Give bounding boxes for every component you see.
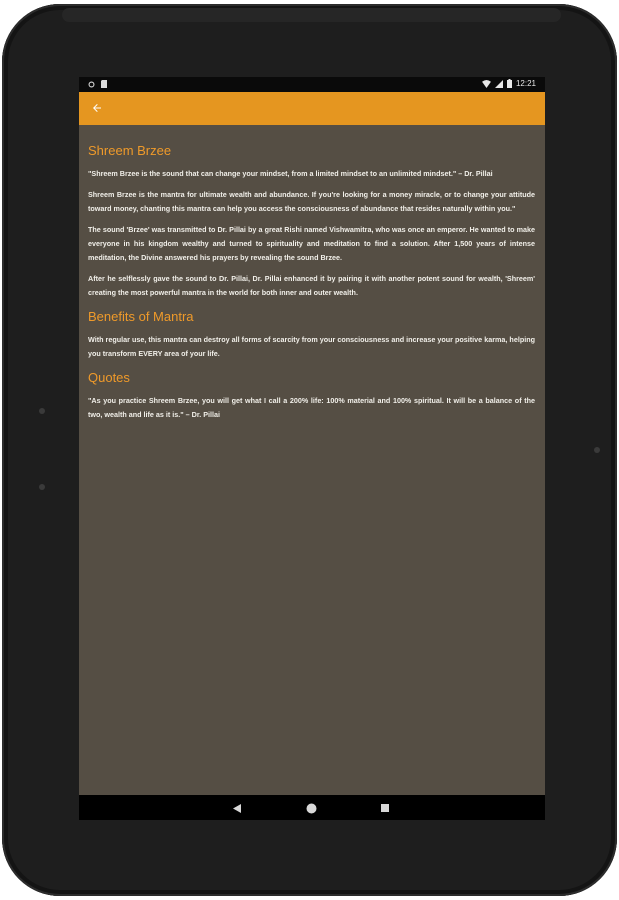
status-bar (79, 77, 545, 92)
sd-card-icon (101, 80, 107, 88)
status-time: 12:21 (515, 79, 536, 88)
section-title-benefits: Benefits of Mantra (88, 309, 194, 324)
battery-icon (507, 79, 512, 88)
back-button[interactable] (87, 98, 107, 118)
paragraph: "Shreem Brzee is the sound that can change your mindset, from a limited mindset to an unlimited mindset." – Dr. Pillai (88, 169, 493, 178)
article-content (79, 125, 545, 795)
side-sensor-lower (39, 484, 45, 490)
app-screen (79, 77, 545, 820)
nav-recents-icon (381, 804, 389, 812)
nav-back-icon (233, 804, 241, 813)
side-sensor-upper (39, 408, 45, 414)
paragraph: After he selflessly gave the sound to Dr. Pillai, Dr. Pillai enhanced it by pairing it with another potent sound for wealth, 'Shreem' creating the most powerful mantra in the world for both inner and outer wealth. (88, 274, 535, 297)
nav-back-button[interactable] (230, 801, 244, 815)
paragraph: With regular use, this mantra can destroy all forms of scarcity from your consciousness and increase your positive karma, helping you transform EVERY area of your life. (88, 335, 535, 358)
status-left-icons (88, 80, 107, 88)
paragraph: "As you practice Shreem Brzee, you will get what I call a 200% life: 100% material and 100% spiritual. It will be a balance of the two, wealth and life as it is." – Dr. Pillai (88, 396, 535, 419)
nav-home-button[interactable] (304, 801, 318, 815)
section-title-quotes: Quotes (88, 370, 130, 385)
paragraph: The sound 'Brzee' was transmitted to Dr. Pillai by a great Rishi named Vishwamitra, who was once an emperor. He wanted to make everyone in his kingdom wealthy and turned to spirituality and meditation to find a solution. After 1,500 years of intense meditation, the Divine answered his prayers by revealing the sound Brzee. (88, 225, 535, 262)
nav-home-icon (306, 803, 317, 814)
system-nav-bar (79, 795, 545, 820)
signal-icon (495, 80, 503, 88)
status-right-icons (482, 79, 536, 88)
tablet-top-edge (62, 8, 561, 22)
section-title-shreem-brzee: Shreem Brzee (88, 143, 172, 158)
app-toolbar (79, 92, 545, 125)
nav-recents-button[interactable] (378, 801, 392, 815)
paragraph: Shreem Brzee is the mantra for ultimate wealth and abundance. If you're looking for a money miracle, or to change your attitude toward money, chanting this mantra can help you access the consciousness of abundance that resides naturally within you." (88, 190, 535, 213)
sync-icon (88, 81, 95, 88)
camera-dot (594, 447, 600, 453)
wifi-icon (482, 80, 491, 88)
arrow-back-icon (91, 102, 103, 114)
